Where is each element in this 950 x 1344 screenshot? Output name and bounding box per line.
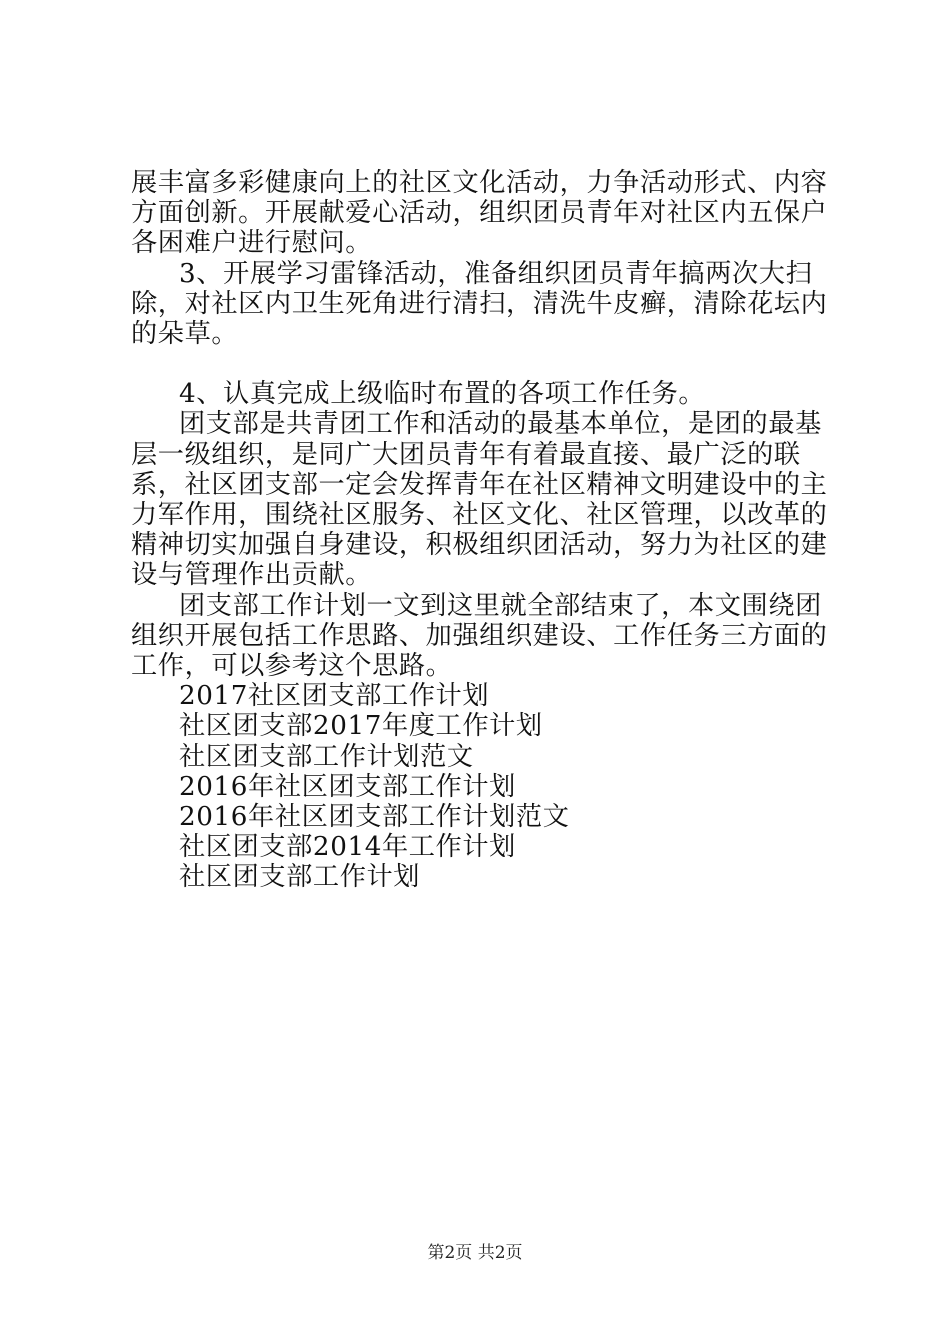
document-body <box>131 168 843 893</box>
paragraph-conclusion: 团支部工作计划一文到这里就全部结束了，本文围绕团组织开展包括工作思路、加强组织建设、工作任务三方面的工作，可以参考这个思路。 <box>131 590 828 682</box>
related-article-link[interactable]: 2016年社区团支部工作计划 <box>179 771 516 802</box>
paragraph-summary: 团支部是共青团工作和活动的最基本单位，是团的最基层一级组织，是同广大团员青年有着最直接、最广泛的联系，社区团支部一定会发挥青年在社区精神文明建设中的主力军作用，围绕社区服务、社区文化、社区管理，以改革的精神切实加强自身建设，积极组织团活动，努力为社区的建设与管理作出贡献。 <box>131 409 828 591</box>
page-number-footer: 第2页 共2页 <box>427 1243 523 1263</box>
related-article-link[interactable]: 2016年社区团支部工作计划范文 <box>179 802 570 833</box>
paragraph-item-3: 3、开展学习雷锋活动，准备组织团员青年搞两次大扫除，对社区内卫生死角进行清扫，清洗牛皮癣，清除花坛内的朵草。 <box>131 258 828 350</box>
related-article-link[interactable]: 社区团支部工作计划范文 <box>179 741 474 772</box>
paragraph-item-4: 4、认真完成上级临时布置的各项工作任务。 <box>179 379 706 410</box>
related-article-link[interactable]: 社区团支部2014年工作计划 <box>179 832 516 863</box>
paragraph-spacer <box>131 349 843 379</box>
paragraph-continuation: 展丰富多彩健康向上的社区文化活动，力争活动形式、内容方面创新。开展献爱心活动，组织团员青年对社区内五保户各困难户进行慰问。 <box>131 168 828 259</box>
related-article-link[interactable]: 2017社区团支部工作计划 <box>179 681 490 712</box>
related-articles-list <box>131 681 843 892</box>
related-article-link[interactable]: 社区团支部2017年度工作计划 <box>179 711 543 742</box>
related-article-link[interactable]: 社区团支部工作计划 <box>179 862 421 893</box>
